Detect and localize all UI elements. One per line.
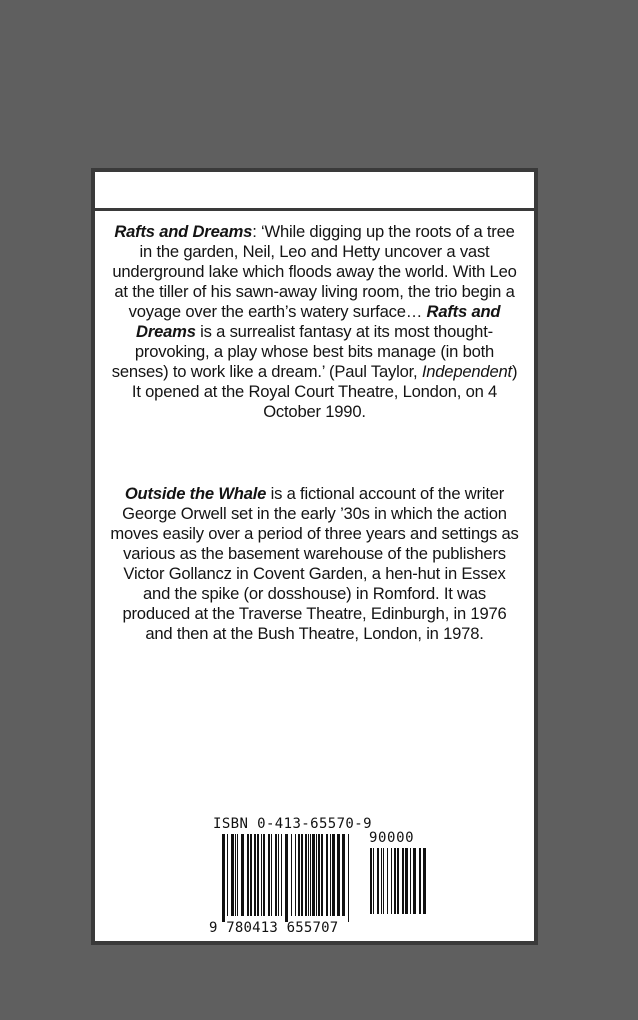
blurb-title-repeat: Rafts and Dreams [136,302,501,341]
barcode-bar [413,848,416,914]
barcode-bar [257,834,259,916]
barcode-bar [405,848,408,914]
barcode-bar [423,848,426,914]
top-band [95,172,534,211]
barcode-bar [305,834,307,916]
back-cover [91,168,538,945]
barcode-bar [383,848,384,914]
barcode-bar [247,834,249,916]
barcode-bar [410,848,411,914]
ean-barcode [221,834,351,922]
barcode-bar [419,848,421,914]
barcode-bar [330,834,331,916]
barcode-bar [373,848,374,914]
blurb-title: Rafts and Dreams [114,222,253,241]
barcode-bar [222,834,225,922]
barcode-bar [298,834,300,916]
blurb-outside-the-whale [109,484,520,644]
barcode-bar [348,834,349,922]
barcode-bar [391,848,392,914]
barcode-bar [271,834,272,916]
blurb-text: is a fictional account of the writer George Orwell set in the early ’30s in which the action moves easily over a period of three years and settings as various as the basement warehouse of the publishers Victor Gollancz in Covent Garden, a hen-hut in Essex and the spike (or dosshouse) in Romford. It was produced at the Traverse Theatre, Edinburgh, in 1976 and then at the Bush Theatre, London, in 1978. [110,484,519,643]
barcode-bar [301,834,303,916]
blurb-source: Independent [421,362,512,381]
barcode-bar [263,834,265,916]
blurb-text: is a surrealist fantasy at its most thought-provoking, a play whose best bits manage (in both senses) to work like a dream.’ (Paul Taylor, [111,322,495,381]
barcode-bar [295,834,296,916]
blurb-rafts-and-dreams [109,222,520,422]
barcode-bar [318,834,320,916]
barcode-bar [402,848,404,914]
barcode-bar [254,834,256,916]
addon-barcode [369,848,427,920]
barcode-bar [342,834,345,916]
barcode-bar [291,834,292,916]
barcode-bar [310,834,311,916]
barcode-bar [250,834,252,916]
barcode-bar [261,834,262,916]
barcode-bar [370,848,372,914]
blurb-text: : ‘While digging up the roots of a tree in the garden, Neil, Leo and Hetty uncover a vast underground lake which floods away the world. With Leo at the tiller of his sawn-away living room, the trio begin a voyage over the earth’s watery surface… [112,222,517,321]
barcode-bar [321,834,323,916]
barcode-bar [231,834,234,916]
barcode-bar [377,848,379,914]
barcode-bar [227,834,228,916]
barcode-bar [278,834,279,916]
barcode-bar [285,834,288,922]
blurb-title: Outside the Whale [124,484,267,503]
barcode-bar [237,834,238,916]
barcode-bar [281,834,282,916]
barcode-bar [312,834,315,916]
isbn-label: ISBN 0-413-65570-9 [213,816,372,832]
barcode-bar [308,834,309,916]
barcode-bar [326,834,328,916]
barcode-addon-number: 90000 [369,830,415,846]
barcode-bar [241,834,244,916]
barcode-bar [337,834,340,916]
blurb-text: ) It opened at the Royal Court Theatre, London, on 4 October 1990. [131,362,518,421]
barcode-bar [275,834,277,916]
ean-number: 9 780413 655707 [209,920,339,936]
barcode-bar [397,848,399,914]
barcode-bar [316,834,317,916]
barcode-bar [268,834,270,916]
barcode-bar [381,848,382,914]
barcode-bar [394,848,396,914]
barcode-bar [235,834,236,916]
barcode-bar [332,834,335,916]
barcode-bar [387,848,388,914]
